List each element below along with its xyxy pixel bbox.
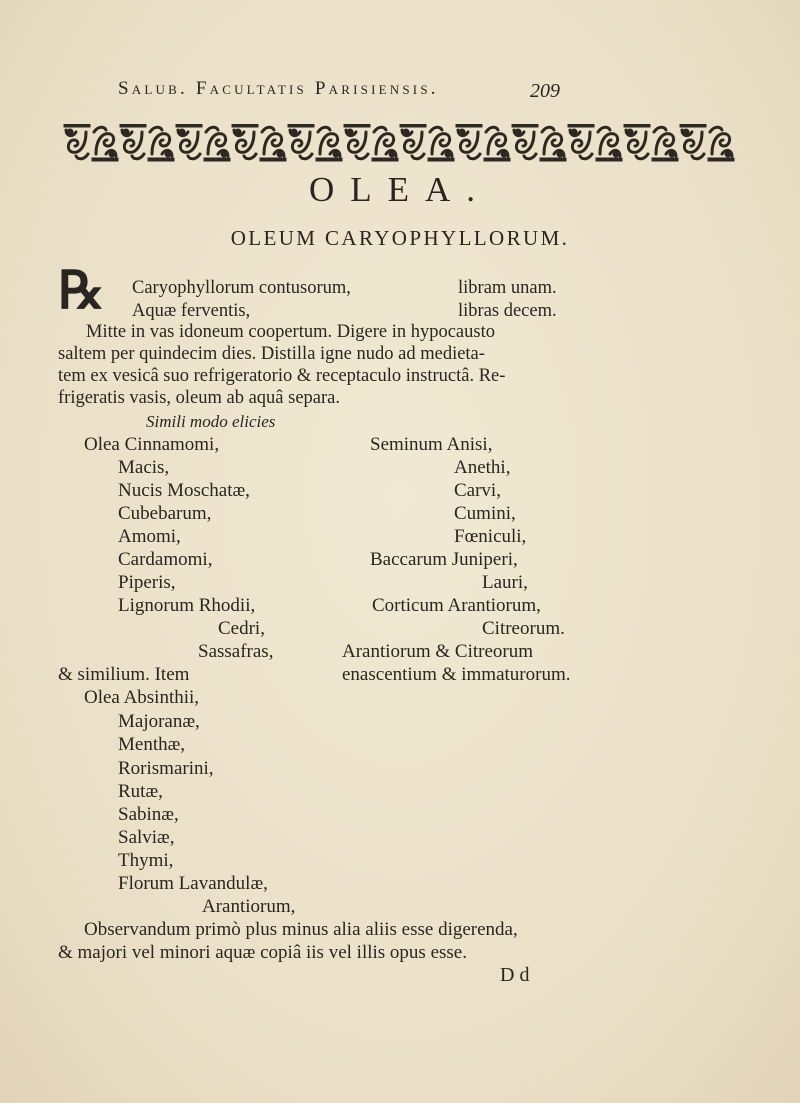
fleuron-ornament bbox=[400, 124, 426, 159]
fleuron-ornament bbox=[260, 127, 286, 161]
list-item: Carvi, bbox=[454, 480, 501, 501]
fleuron-ornament bbox=[512, 124, 538, 159]
list-item: Rorismarini, bbox=[118, 758, 214, 779]
fleuron-ornament bbox=[456, 124, 482, 159]
list-item: Florum Lavandulæ, bbox=[118, 873, 268, 894]
running-head: Salub. Facultatis Parisiensis. bbox=[118, 78, 439, 99]
fleuron-ornament bbox=[232, 124, 258, 159]
fleuron-ornament bbox=[428, 127, 454, 161]
list-item: Corticum Arantiorum, bbox=[372, 595, 541, 616]
fleuron-ornament bbox=[148, 127, 174, 161]
list-item: Lauri, bbox=[482, 572, 528, 593]
list-item: Olea Absinthii, bbox=[84, 687, 200, 708]
fleuron-ornament bbox=[568, 124, 594, 159]
instruction-line: saltem per quindecim dies. Distilla igne nudo ad medieta- bbox=[58, 344, 485, 364]
list-item: enascentium & immaturorum. bbox=[342, 664, 571, 685]
recipe-symbol: ℞ bbox=[58, 263, 105, 320]
list-item: Baccarum Juniperi, bbox=[370, 549, 518, 570]
fleuron-ornament bbox=[120, 124, 146, 159]
fleuron-ornament bbox=[176, 124, 202, 159]
list-item: Menthæ, bbox=[118, 734, 186, 755]
list-item: Lignorum Rhodii, bbox=[118, 595, 256, 616]
fleuron-ornament bbox=[288, 124, 314, 159]
list-item: Salviæ, bbox=[118, 827, 175, 848]
fleuron-ornament bbox=[316, 127, 342, 161]
fleuron-ornament bbox=[344, 124, 370, 159]
ingredient-quantity: libram unam. bbox=[458, 278, 557, 298]
page-number: 209 bbox=[530, 80, 560, 102]
list-item: Olea Cinnamomi, bbox=[84, 434, 220, 455]
instruction-line: tem ex vesicâ suo refrigeratorio & receptaculo instructâ. Re- bbox=[58, 366, 506, 386]
list-item: Sabinæ, bbox=[118, 804, 179, 825]
list-item: Rutæ, bbox=[118, 781, 163, 802]
list-item: Fœniculi, bbox=[454, 526, 527, 547]
fleuron-ornament bbox=[708, 127, 734, 161]
fleuron-ornament bbox=[596, 127, 622, 161]
fleuron-ornament bbox=[204, 127, 230, 161]
subheading: Simili modo elicies bbox=[146, 412, 276, 431]
list-item: Cubebarum, bbox=[118, 503, 212, 524]
list-item: Cardamomi, bbox=[118, 549, 213, 570]
list-item: Piperis, bbox=[118, 572, 176, 593]
fleuron-ornament bbox=[64, 124, 90, 159]
list-item: Thymi, bbox=[118, 850, 174, 871]
fleuron-ornament bbox=[92, 127, 118, 161]
recipe-title: OLEUM CARYOPHYLLORUM. bbox=[230, 226, 570, 250]
signature-mark: D d bbox=[500, 964, 530, 986]
list-item: Nucis Moschatæ, bbox=[118, 480, 250, 501]
closing-line: Observandum primò plus minus alia aliis esse digerenda, bbox=[84, 919, 518, 940]
list-item: Cedri, bbox=[218, 618, 265, 639]
fleuron-ornament bbox=[652, 127, 678, 161]
list-item: Citreorum. bbox=[482, 618, 565, 639]
closing-line: & majori vel minori aquæ copiâ iis vel illis opus esse. bbox=[58, 942, 467, 963]
instruction-line: frigeratis vasis, oleum ab aquâ separa. bbox=[58, 388, 341, 408]
list-item: Anethi, bbox=[454, 457, 511, 478]
ornamental-border bbox=[62, 124, 738, 162]
fleuron-ornament bbox=[540, 127, 566, 161]
instruction-line: Mitte in vas idoneum coopertum. Digere in hypocausto bbox=[86, 322, 495, 342]
list-item: & similium. Item bbox=[58, 664, 190, 685]
list-item: Amomi, bbox=[118, 526, 181, 547]
ingredient-quantity: libras decem. bbox=[458, 301, 557, 321]
ingredient-name: Caryophyllorum contusorum, bbox=[132, 278, 351, 298]
list-item: Cumini, bbox=[454, 503, 516, 524]
fleuron-ornament bbox=[484, 127, 510, 161]
fleuron-ornament bbox=[680, 124, 706, 159]
ingredient-name: Aquæ ferventis, bbox=[132, 301, 251, 321]
section-title: OLEA. bbox=[308, 170, 492, 209]
list-item: Sassafras, bbox=[198, 641, 274, 662]
fleuron-ornament bbox=[624, 124, 650, 159]
list-item: Seminum Anisi, bbox=[370, 434, 493, 455]
list-item: Arantiorum & Citreorum bbox=[342, 641, 534, 662]
list-item: Majoranæ, bbox=[118, 711, 200, 732]
list-item: Arantiorum, bbox=[202, 896, 296, 917]
fleuron-ornament bbox=[372, 127, 398, 161]
list-item: Macis, bbox=[118, 457, 170, 478]
